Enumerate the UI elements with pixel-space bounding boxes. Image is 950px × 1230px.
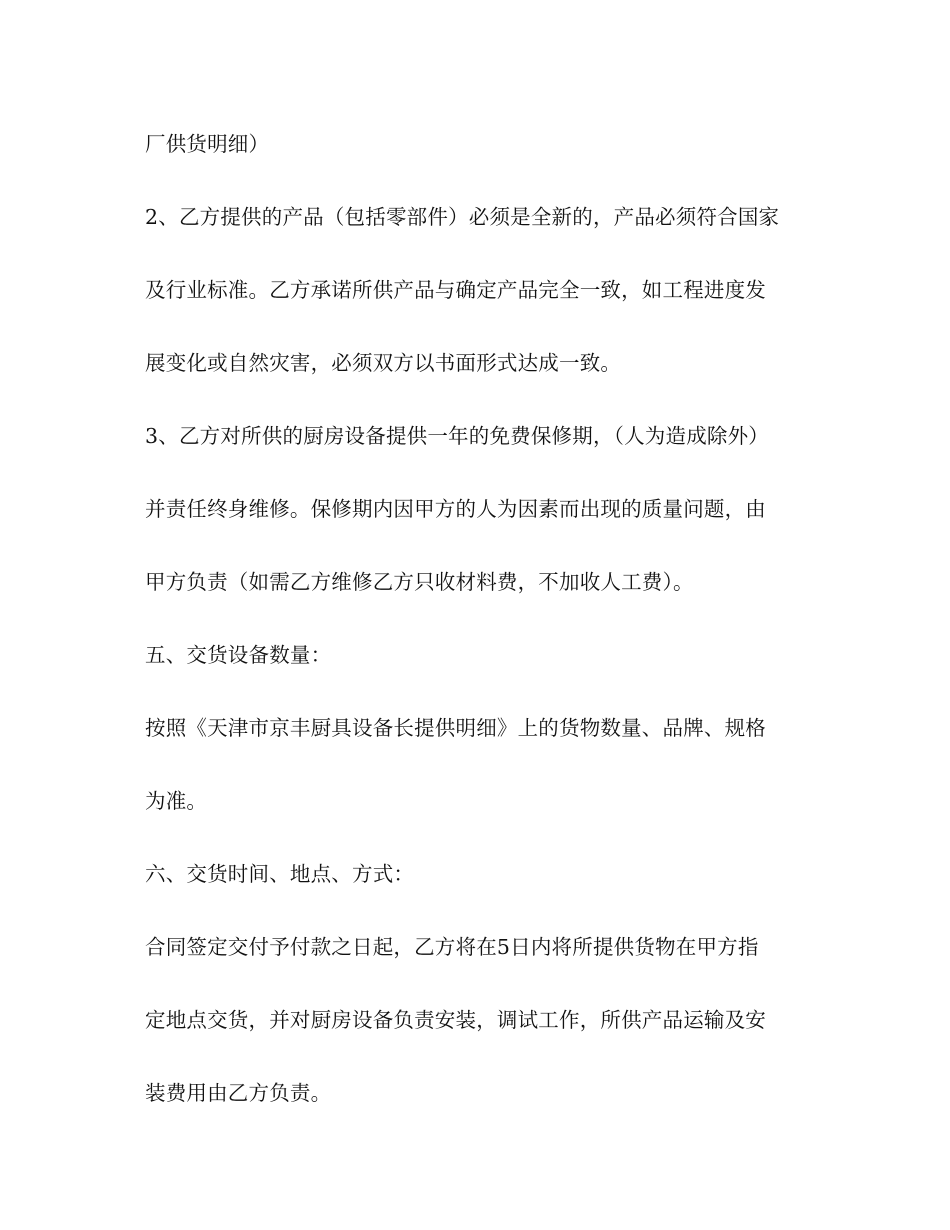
section-heading: 六、交货时间、地点、方式：	[145, 862, 415, 886]
text-line: 按照《天津市京丰厨具设备长提供明细》上的货物数量、品牌、规格	[145, 716, 766, 740]
text-line: 并责任终身维修。保修期内因甲方的人为因素而出现的质量问题，由	[145, 497, 766, 521]
text-line: 厂供货明细）	[145, 132, 270, 156]
text-line: 展变化或自然灾害，必须双方以书面形式达成一致。	[145, 351, 622, 375]
text-line: 装费用由乙方负责。	[145, 1081, 332, 1105]
text-line: 2、乙方提供的产品（包括零部件）必须是全新的，产品必须符合国家	[145, 205, 780, 229]
text-line: 甲方负责（如需乙方维修乙方只收材料费，不加收人工费）。	[145, 570, 694, 594]
text-line: 合同签定交付予付款之日起，乙方将在5日内将所提供货物在甲方指	[145, 935, 759, 959]
text-line: 3、乙方对所供的厨房设备提供一年的免费保修期，（人为造成除外）	[145, 424, 769, 448]
section-heading: 五、交货设备数量：	[145, 643, 332, 667]
text-line: 定地点交货，并对厨房设备负责安装，调试工作，所供产品运输及安	[145, 1008, 766, 1032]
text-line: 及行业标准。乙方承诺所供产品与确定产品完全一致，如工程进度发	[145, 278, 766, 302]
text-line: 为准。	[145, 789, 208, 813]
